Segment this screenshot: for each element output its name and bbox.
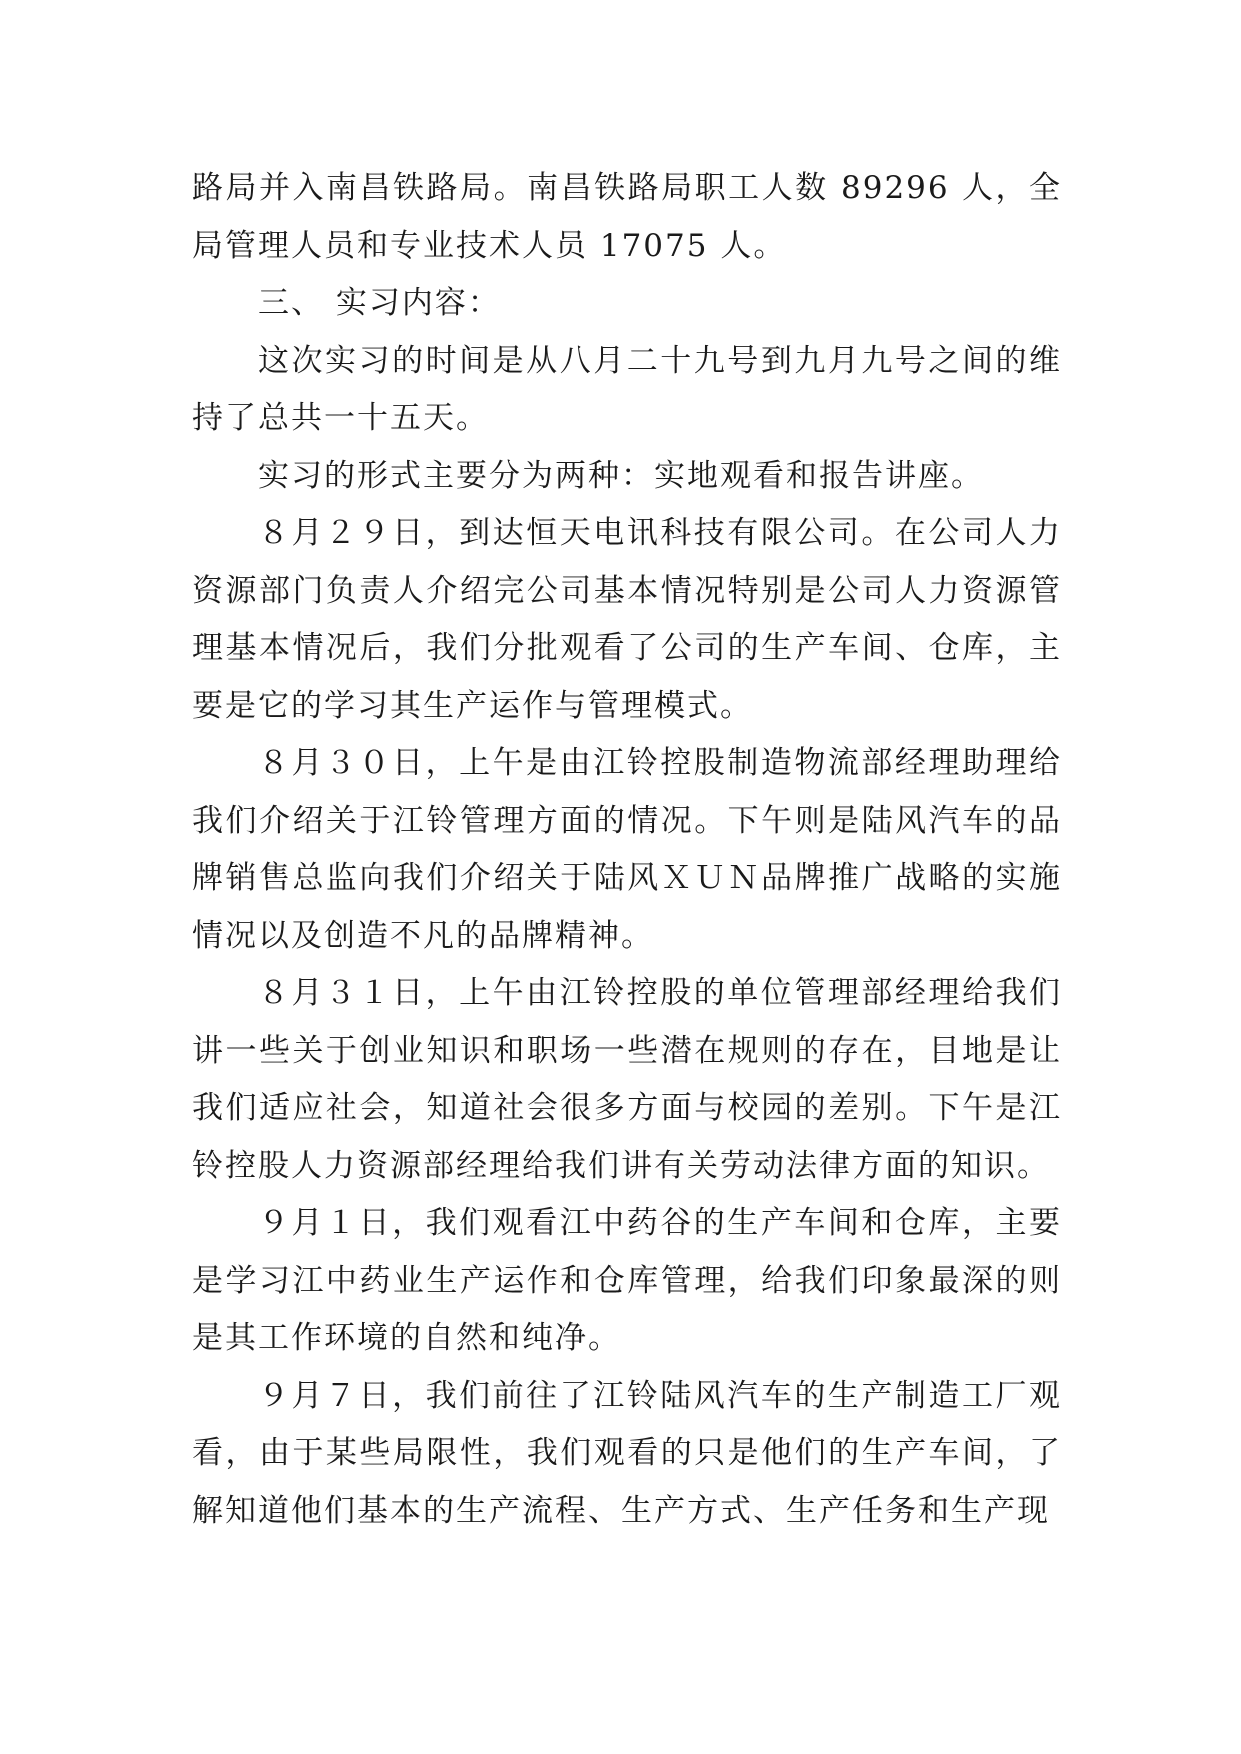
paragraph: ８月３０日，上午是由江铃控股制造物流部经理助理给我们介绍关于江铃管理方面的情况。下午则是陆风汽车的品牌销售总监向我们介绍关于陆风ＸＵＮ品牌推广战略的实施情况以及创造不凡的品牌精神。 bbox=[192, 745, 1062, 954]
paragraph: ９月７日，我们前往了江铃陆风汽车的生产制造工厂观看，由于某些局限性，我们观看的只是他们的生产车间，了解知道他们基本的生产流程、生产方式、生产任务和生产现 bbox=[192, 1377, 1062, 1529]
document-body bbox=[192, 160, 1062, 1540]
paragraph: ９月１日，我们观看江中药谷的生产车间和仓库，主要是学习江中药业生产运作和仓库管理，给我们印象最深的则是其工作环境的自然和纯净。 bbox=[192, 1205, 1062, 1356]
paragraph: 这次实习的时间是从八月二十九号到九月九号之间的维持了总共一十五天。 bbox=[192, 342, 1062, 436]
paragraph: 路局并入南昌铁路局。南昌铁路局职工人数 89296 人，全局管理人员和专业技术人员 17075 人。 bbox=[192, 170, 1062, 264]
paragraph: ８月３１日，上午由江铃控股的单位管理部经理给我们讲一些关于创业知识和职场一些潜在规则的存在，目地是让我们适应社会，知道社会很多方面与校园的差别。下午是江铃控股人力资源部经理给我们讲有关劳动法律方面的知识。 bbox=[192, 975, 1062, 1184]
section-heading: 三、 实习内容： bbox=[258, 285, 501, 321]
paragraph: ８月２９日，到达恒天电讯科技有限公司。在公司人力资源部门负责人介绍完公司基本情况特别是公司人力资源管理基本情况后，我们分批观看了公司的生产车间、仓库，主要是它的学习其生产运作与管理模式。 bbox=[192, 515, 1062, 724]
paragraph: 实习的形式主要分为两种：实地观看和报告讲座。 bbox=[258, 457, 984, 494]
